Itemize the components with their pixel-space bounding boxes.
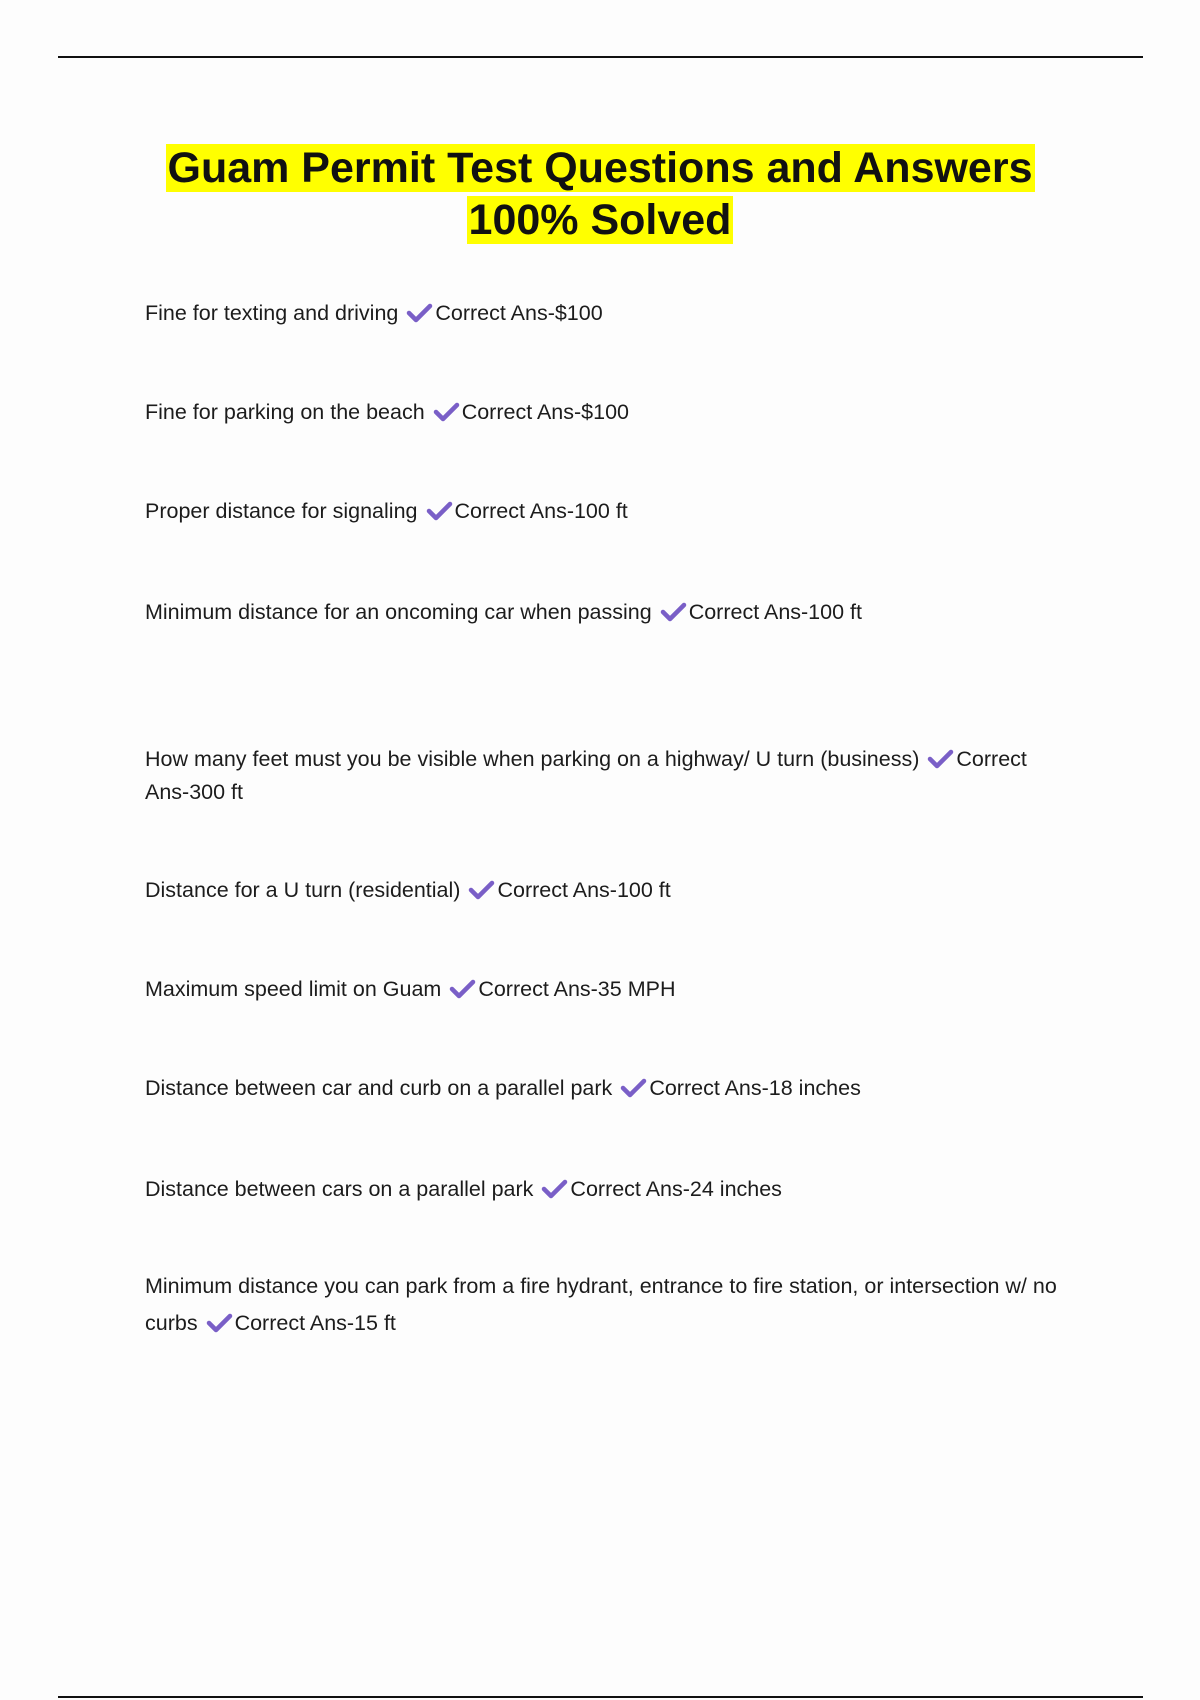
title-line-1: Guam Permit Test Questions and Answers xyxy=(167,144,1033,192)
question-text: Proper distance for signaling xyxy=(145,499,418,523)
check-icon xyxy=(433,400,460,422)
top-rule xyxy=(58,56,1143,58)
check-icon xyxy=(406,301,433,323)
question-text: Minimum distance for an oncoming car when passing xyxy=(145,600,652,624)
question-text: Fine for parking on the beach xyxy=(145,400,425,424)
question-text: Fine for texting and driving xyxy=(145,301,399,325)
check-icon xyxy=(468,878,495,900)
bottom-rule xyxy=(58,1696,1143,1698)
question-text: Maximum speed limit on Guam xyxy=(145,977,442,1001)
check-icon xyxy=(660,600,687,622)
question-text: How many feet must you be visible when parking on a highway/ U turn (business) xyxy=(145,747,920,771)
qa-item xyxy=(145,396,1075,429)
question-text: Minimum distance you can park from a fire hydrant, entrance to fire station, or intersection w/ no curbs xyxy=(145,1274,1057,1335)
qa-item xyxy=(145,297,1075,330)
answer-text: Correct Ans-18 inches xyxy=(649,1076,861,1100)
check-icon xyxy=(426,499,453,521)
title-line-2: 100% Solved xyxy=(468,196,732,244)
answer-text: Correct Ans-100 ft xyxy=(497,878,671,902)
qa-item xyxy=(145,973,1075,1006)
answer-text: Correct Ans-$100 xyxy=(461,400,629,424)
qa-item xyxy=(145,1072,1075,1105)
qa-item xyxy=(145,1268,1075,1342)
answer-text: Correct Ans-100 ft xyxy=(688,600,862,624)
answer-text: Correct Ans-15 ft xyxy=(234,1311,396,1335)
qa-item xyxy=(145,495,1075,528)
qa-item xyxy=(145,874,1075,907)
page-title xyxy=(0,142,1200,246)
answer-text: Correct Ans-35 MPH xyxy=(478,977,676,1001)
qa-item xyxy=(145,743,1075,809)
check-icon xyxy=(620,1076,647,1098)
answer-text: Correct Ans-100 ft xyxy=(454,499,628,523)
check-icon xyxy=(449,977,476,999)
question-text: Distance between car and curb on a parallel park xyxy=(145,1076,613,1100)
answer-text: Correct Ans-$100 xyxy=(435,301,603,325)
check-icon xyxy=(927,747,954,769)
qa-item xyxy=(145,1173,1075,1206)
answer-text: Correct Ans-300 ft xyxy=(145,747,1027,804)
question-text: Distance for a U turn (residential) xyxy=(145,878,461,902)
answer-text: Correct Ans-24 inches xyxy=(570,1177,782,1201)
qa-item xyxy=(145,596,1075,629)
check-icon xyxy=(206,1309,233,1331)
check-icon xyxy=(541,1177,568,1199)
question-text: Distance between cars on a parallel park xyxy=(145,1177,534,1201)
